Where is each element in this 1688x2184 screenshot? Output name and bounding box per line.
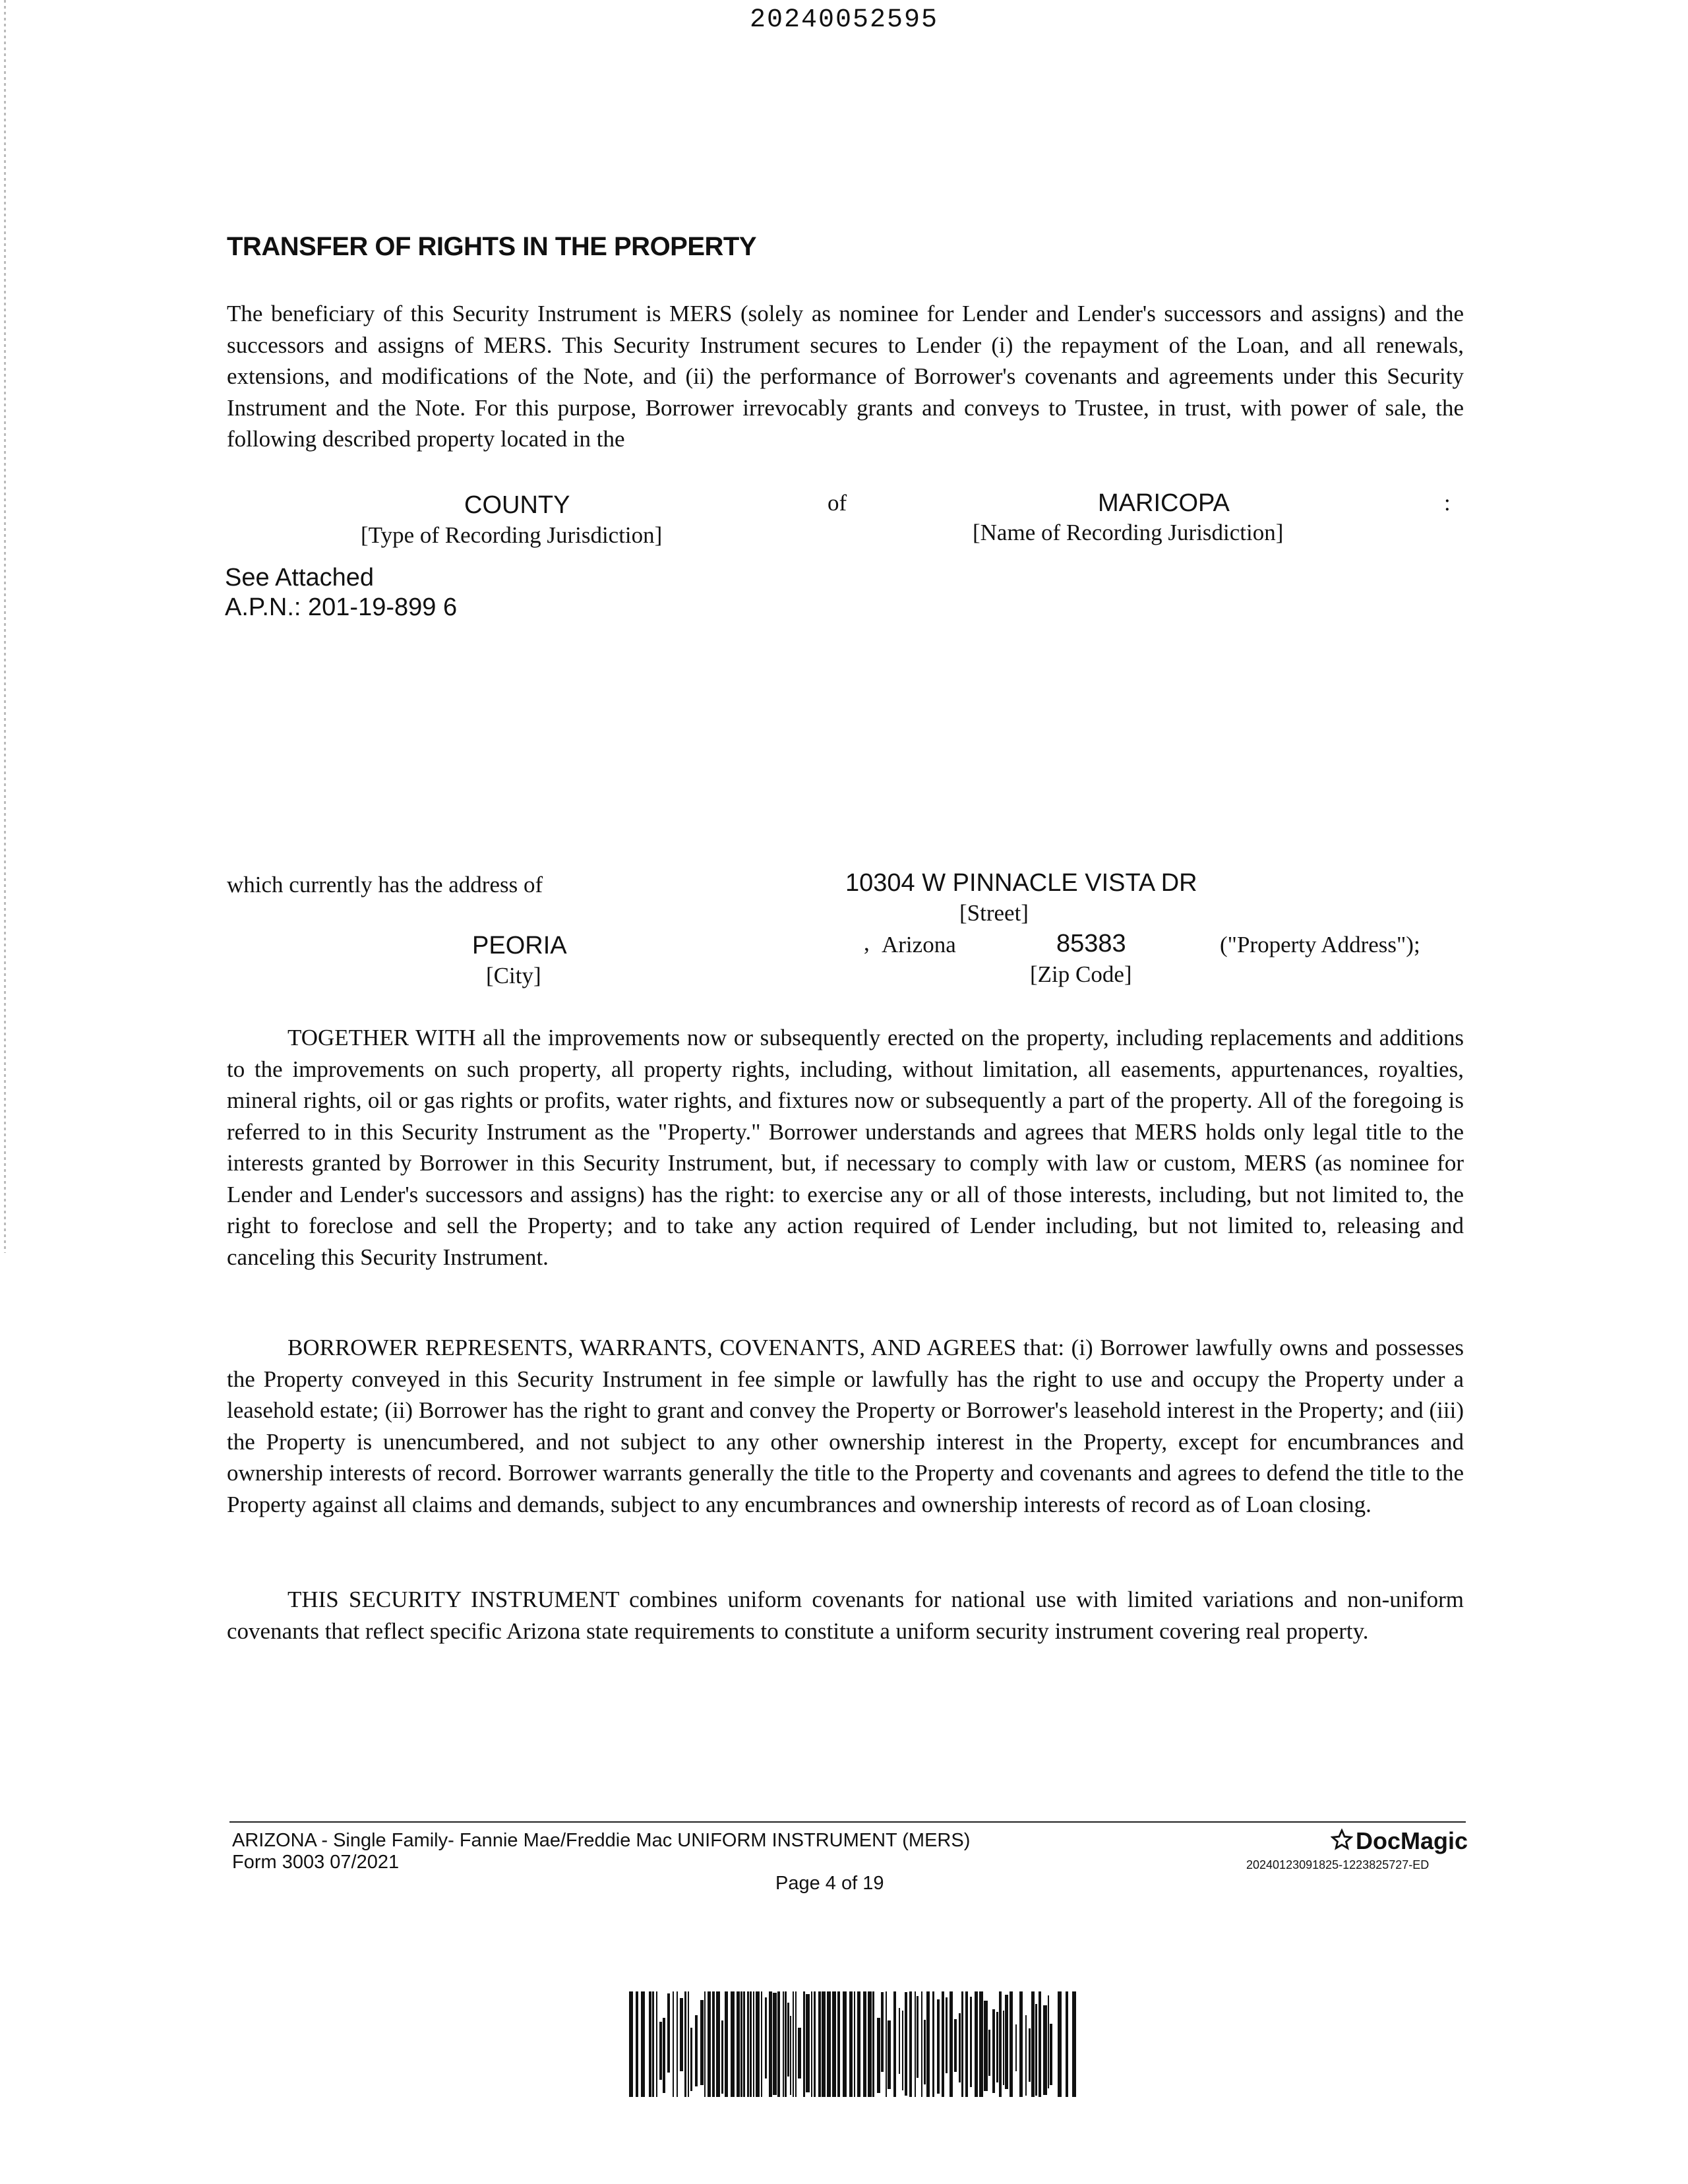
barcode-bar	[725, 1991, 728, 2097]
zip-value: 85383	[1056, 930, 1126, 957]
barcode-bar	[917, 1996, 919, 2078]
intro-paragraph-text: The beneficiary of this Security Instrument is MERS (solely as nominee for Lender and Lender's successors and assigns) and the successors and assigns of MERS. This Security Instrument secures to Lender (i) the repayment of the Loan, and all renewals, extensions, and modifications of the Note, and (ii) the performance of Borrower's covenants and agreements under this Security Instrument and the Note. For this purpose, Borrower irrevocably grants and conveys to Trustee, in trust, with power of sale, the following described property located in the	[227, 301, 1464, 452]
barcode-bar	[1072, 1991, 1076, 2097]
barcode-bar	[975, 1991, 978, 2097]
barcode-bar	[761, 1991, 762, 2097]
barcode-bar	[937, 1999, 940, 2094]
borrower-represents-paragraph	[227, 1332, 1464, 1520]
barcode-bar	[1058, 1991, 1062, 2097]
barcode-bar	[888, 2020, 891, 2089]
barcode-bar	[959, 2013, 961, 2082]
barcode-bar	[992, 2009, 995, 2093]
security-instrument-paragraph	[227, 1584, 1464, 1647]
barcode-bar	[777, 1991, 780, 2097]
barcode-bar	[979, 1991, 983, 2097]
barcode-bar	[905, 1992, 907, 2096]
barcode-bar	[849, 1991, 853, 2097]
barcode-bar	[946, 1997, 948, 2073]
barcode-bar	[822, 1991, 826, 2097]
barcode-bar	[926, 1991, 930, 2097]
barcode-bar	[843, 1991, 847, 2097]
barcode-bar	[743, 1991, 745, 2097]
intro-paragraph	[227, 298, 1464, 455]
city-value: PEORIA	[472, 932, 567, 959]
jurisdiction-name-value: MARICOPA	[1098, 489, 1230, 517]
barcode-bar	[932, 1991, 934, 2097]
zip-label: [Zip Code]	[1030, 961, 1132, 987]
barcode-bar	[832, 1991, 836, 2097]
barcode-bar	[649, 1991, 651, 2097]
barcode-bar	[915, 1991, 916, 2097]
barcode-bar	[787, 2003, 789, 2077]
barcode-bar	[893, 1991, 896, 2097]
security-instrument-text: THIS SECURITY INSTRUMENT combines uniform covenants for national use with limited variations and non-uniform covenants that reflect specific Arizona state requirements to constitute a uniform security instrument covering real property.	[227, 1587, 1464, 1644]
barcode-bar	[1048, 1995, 1049, 2088]
barcode-bar	[740, 1991, 742, 2097]
barcode-bar	[737, 1991, 740, 2097]
barcode-bar	[909, 1991, 912, 2097]
legal-description-apn: A.P.N.: 201-19-899 6	[225, 593, 458, 621]
document-barcode	[629, 1991, 1084, 2097]
barcode-bar	[1066, 1991, 1068, 2097]
barcode-bar	[921, 1991, 922, 2097]
footer-divider	[229, 1821, 1466, 1823]
barcode-bar	[747, 1991, 749, 2097]
barcode-bar	[1010, 1991, 1013, 2097]
barcode-bar	[798, 2028, 801, 2078]
recording-document-number: 20240052595	[749, 5, 939, 35]
jurisdiction-type-value: COUNTY	[464, 491, 570, 519]
barcode-bar	[999, 1991, 1002, 2097]
barcode-bar	[965, 1991, 968, 2097]
barcode-bar	[961, 1991, 963, 2097]
barcode-bar	[750, 1991, 752, 2097]
barcode-bar	[942, 1991, 944, 2097]
footer-form-number: Form 3003 07/2021	[232, 1852, 400, 1873]
barcode-bar	[652, 1991, 654, 2097]
barcode-bar	[1003, 2011, 1004, 2085]
property-address-defined-term: ("Property Address");	[1220, 932, 1420, 957]
barcode-bar	[667, 1993, 670, 2073]
barcode-bar	[1019, 1991, 1023, 2097]
together-with-text: TOGETHER WITH all the improvements now or subsequently erected on the property, including replacements and additions to the improvements on such property, all property rights, including, without limitation, all easements, appurtenances, royalties, mineral rights, oil or gas rights or profits, water rights, and fixtures now or subsequently a part of the property. All of the foregoing is referred to in this Security Instrument as the "Property." Borrower understands and agrees that MERS holds only legal title to the interests granted by Borrower in this Security Instrument, but, if necessary to comply with law or custom, MERS (as nominee for Lender and Lender's successors and assigns) has the right: to exercise any or all of those interests, including, but not limited to, the right to foreclose and sell the Property; and to take any action required of Lender including, but not limited to, releasing and canceling this Security Instrument.	[227, 1025, 1464, 1270]
docmagic-brand-text: DocMagic	[1356, 1827, 1468, 1854]
docmagic-logo	[1331, 1827, 1468, 1855]
barcode-bar	[684, 1991, 686, 2097]
barcode-bar	[680, 1998, 683, 2071]
barcode-bar	[753, 1991, 754, 2097]
barcode-bar	[663, 2018, 665, 2093]
barcode-bar	[1031, 1991, 1035, 2097]
barcode-bar	[688, 1991, 689, 2097]
barcode-bar	[886, 1991, 887, 2097]
barcode-bar	[854, 1991, 855, 2097]
barcode-bar	[818, 1991, 821, 2097]
barcode-bar	[785, 1991, 787, 2097]
footer-tracking-code: 20240123091825-1223825727-ED	[1246, 1858, 1430, 1871]
barcode-bar	[803, 1991, 805, 2097]
legal-description-line1: See Attached	[225, 564, 375, 592]
barcode-bar	[984, 2001, 988, 2091]
barcode-bar	[659, 2022, 662, 2080]
barcode-bar	[837, 1991, 840, 2097]
barcode-bar	[1050, 2024, 1052, 2085]
barcode-bar	[1043, 2005, 1047, 2095]
jurisdiction-of: of	[828, 490, 847, 516]
barcode-bar	[814, 1991, 816, 2097]
barcode-bar	[877, 2018, 880, 2093]
jurisdiction-name-label: [Name of Recording Jurisdiction]	[973, 520, 1284, 545]
address-comma: ,	[864, 930, 870, 956]
barcode-bar	[872, 1991, 874, 2097]
barcode-bar	[811, 1991, 812, 2097]
address-intro: which currently has the address of	[227, 872, 543, 897]
barcode-bar	[690, 2028, 692, 2091]
barcode-bar	[1029, 2028, 1031, 2082]
barcode-bar	[695, 2015, 698, 2086]
barcode-bar	[950, 1991, 953, 2097]
barcode-bar	[769, 1991, 772, 2097]
barcode-bar	[1015, 2024, 1017, 2071]
barcode-bar	[704, 1991, 706, 2097]
barcode-bar	[857, 1991, 860, 2097]
city-label: [City]	[486, 963, 541, 988]
street-value: 10304 W PINNACLE VISTA DR	[845, 869, 1197, 897]
barcode-bar	[988, 2030, 990, 2076]
barcode-bar	[863, 1991, 866, 2097]
barcode-bar	[924, 2020, 926, 2084]
barcode-bar	[783, 1991, 784, 2097]
barcode-bar	[756, 1991, 760, 2097]
barcode-bar	[629, 1991, 633, 2097]
scan-edge-artifact	[4, 0, 6, 1253]
street-label: [Street]	[959, 900, 1029, 926]
barcode-bar	[656, 1991, 657, 2097]
barcode-bar	[1005, 1995, 1008, 2089]
footer-page-number: Page 4 of 19	[775, 1873, 884, 1894]
barcode-bar	[899, 2008, 900, 2074]
together-with-paragraph	[227, 1022, 1464, 1273]
barcode-bar	[793, 1991, 794, 2097]
barcode-bar	[765, 1997, 767, 2078]
jurisdiction-type-label: [Type of Recording Jurisdiction]	[361, 522, 663, 548]
barcode-bar	[954, 2019, 957, 2072]
barcode-bar	[673, 1991, 674, 2097]
barcode-bar	[700, 2000, 704, 2085]
barcode-bar	[773, 1993, 777, 2095]
borrower-represents-text: BORROWER REPRESENTS, WARRANTS, COVENANTS, AND AGREES that: (i) Borrower lawfully owns and possesses the Property conveyed in this Security Instrument in fee simple or lawfully has the right to use and occupy the Property under a leasehold estate; (ii) Borrower has the right to grant and convey the Property or Borrower's leasehold interest in the Property; and (iii) the Property is unencumbered, and not subject to any other ownership interest in the Property, except for encumbrances and ownership interests of record. Borrower warrants generally the title to the Property and covenants and agrees to defend the title to the Property against all claims and demands, subject to any encumbrances and ownership interests of record as of Loan closing.	[227, 1335, 1464, 1517]
state-value: Arizona	[882, 932, 956, 957]
barcode-bar	[708, 1991, 711, 2097]
barcode-bar	[731, 1991, 735, 2097]
barcode-bar	[806, 1994, 810, 2092]
barcode-bar	[716, 1991, 720, 2097]
barcode-bar	[827, 1991, 831, 2097]
barcode-bar	[1035, 2004, 1037, 2096]
barcode-bar	[636, 1991, 638, 2097]
barcode-bar	[881, 1992, 884, 2072]
barcode-bar	[790, 2016, 791, 2095]
barcode-bar	[712, 1991, 715, 2097]
footer-form-title: ARIZONA - Single Family- Fannie Mae/Freddie Mac UNIFORM INSTRUMENT (MERS)	[232, 1830, 971, 1851]
barcode-bar	[996, 2012, 998, 2082]
barcode-bar	[1039, 1991, 1041, 2097]
barcode-bar	[868, 1991, 872, 2097]
barcode-bar	[721, 2020, 723, 2094]
barcode-bar	[677, 1991, 678, 2097]
barcode-bar	[1025, 2015, 1027, 2096]
barcode-bar	[902, 2011, 903, 2090]
section-heading: TRANSFER OF RIGHTS IN THE PROPERTY	[227, 232, 757, 261]
barcode-bar	[795, 1991, 797, 2097]
barcode-bar	[970, 1997, 972, 2087]
star-icon	[1331, 1829, 1353, 1854]
barcode-bar	[641, 1991, 645, 2097]
jurisdiction-colon: :	[1444, 490, 1451, 516]
